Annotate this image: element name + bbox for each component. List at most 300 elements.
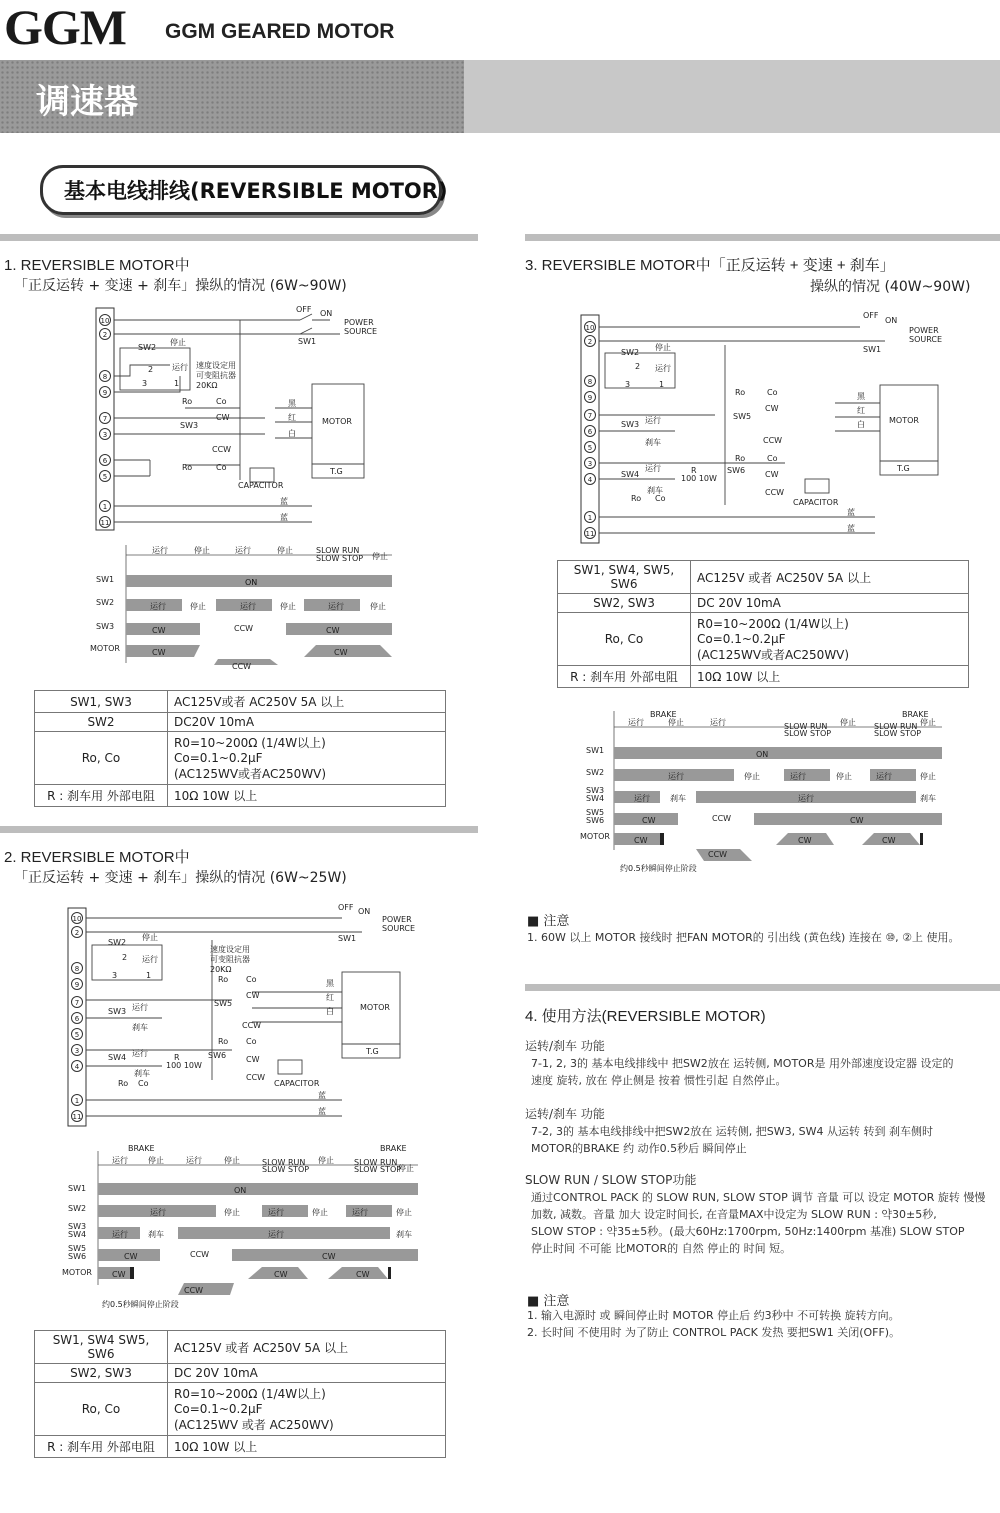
- diagram-label: 停止: [280, 602, 296, 611]
- usage-line: SLOW STOP : 약35±5秒。(最大60Hz:1700rpm, 50Hz:1400rpm 基准) SLOW STOP: [531, 1225, 965, 1238]
- diagram-label: 运行: [876, 772, 892, 781]
- diagram-label: 停止: [224, 1156, 240, 1165]
- diagram-label: 1: [659, 380, 665, 389]
- diagram-label: 黑: [857, 392, 865, 401]
- diagram-label: MOTOR: [889, 416, 919, 425]
- diagram-label: 停止: [372, 552, 388, 561]
- diagram-label: CCW: [765, 488, 785, 497]
- section-pill-title: 基本电线排线(REVERSIBLE MOTOR): [64, 179, 448, 203]
- spec-table-2: [34, 1330, 446, 1458]
- usage-line: 停止时间 不可能 比MOTOR的 自然 停止的 时间 短。: [531, 1242, 792, 1255]
- diagram-label: 停止: [668, 718, 684, 727]
- section-rule: [0, 234, 478, 241]
- diagram-label: SW2: [108, 938, 127, 947]
- diagram-label: CW: [642, 816, 656, 825]
- diagram-label: CCW: [232, 662, 252, 670]
- diagram-label: SW4: [108, 1053, 127, 1062]
- diagram-label: MOTOR: [322, 417, 352, 426]
- diagram-label: 白: [288, 429, 296, 438]
- diagram-label: 运行: [142, 955, 158, 964]
- diagram-label: ON: [358, 907, 371, 916]
- usage-line: 速度 旋转, 放在 停止侧是 按着 惯性引起 自然停止。: [531, 1074, 787, 1087]
- diagram-label: CW: [216, 413, 230, 422]
- diagram-label: 停止: [836, 772, 852, 781]
- diagram-label: OFF: [338, 903, 354, 912]
- timing-bar: [614, 747, 942, 759]
- diagram-label: 停止: [396, 1208, 412, 1217]
- timing-chart-1: [90, 545, 400, 670]
- spec-value: 10Ω 10W 以上: [168, 785, 446, 807]
- terminal-number: 9: [102, 389, 108, 397]
- 6.5: 100 10W: [166, 1061, 202, 1070]
- diagram-label: CW: [112, 1270, 126, 1279]
- diagram-label: 刹车: [132, 1023, 148, 1032]
- usage-line: MOTOR的BRAKE 约 动作0.5秒后 瞬间停止: [531, 1142, 747, 1155]
- diagram-label: 刹车: [134, 1069, 150, 1078]
- diagram-label: 运行: [628, 718, 644, 727]
- terminal-number: 11: [72, 1113, 82, 1121]
- usage-line: 7-1, 2, 3的 基本电线排线中 把SW2放在 运转侧, MOTOR是 用外部速度设定器 设定的: [531, 1057, 954, 1070]
- diagram-label: 20KΩ: [210, 965, 232, 974]
- timing-chart-3: [580, 705, 945, 875]
- terminal-number: 3: [102, 431, 108, 439]
- usage-heading: 运转/刹车 功能: [525, 1107, 605, 1121]
- diagram-label: Co: [216, 397, 227, 406]
- diagram-label: CW: [798, 836, 812, 845]
- diagram-label: 停止: [370, 602, 386, 611]
- diagram-label: 运行: [172, 363, 188, 372]
- usage-block-2: [525, 1106, 995, 1157]
- terminal-number: 1: [587, 514, 593, 522]
- 6: SLOW RUN: [784, 722, 828, 731]
- 7: SW5: [586, 808, 605, 817]
- sec1-subtitle: 「正反运转 + 变速 + 刹车」操纵的情况 (6W~90W): [14, 278, 347, 294]
- diagram-label: 3: [112, 971, 118, 980]
- diagram-label: 运行: [235, 546, 251, 555]
- diagram-label: Ro: [735, 388, 746, 397]
- diagram-label: MOTOR: [360, 1003, 390, 1012]
- diagram-label: SW2: [586, 768, 605, 777]
- diagram-label: R: [174, 1053, 180, 1062]
- diagram-label: 速度设定用: [210, 945, 250, 954]
- diagram-label: SW3: [96, 622, 115, 631]
- diagram-label: MOTOR: [90, 644, 120, 653]
- terminal-number: 4: [587, 476, 593, 484]
- diagram-label: SW2: [138, 343, 157, 352]
- spec-value: AC125V 或者 AC250V 5A 以上: [691, 561, 969, 594]
- diagram-label: SOURCE: [909, 335, 943, 344]
- diagram-label: SW2: [621, 348, 640, 357]
- usage-line: 加数, 减数。音量 加大 设定时间长, 在音量MAX中设定为 SLOW RUN : 약30±5秒,: [531, 1208, 937, 1221]
- sec3-subtitle: 操纵的情况 (40W~90W): [810, 279, 971, 295]
- terminal-number: 2: [587, 338, 593, 346]
- terminal-number: 6: [74, 1015, 80, 1023]
- diagram-label: BRAKE: [650, 710, 677, 719]
- diagram-label: 刹车: [670, 794, 686, 803]
- 6: SLOW STOP: [874, 729, 922, 738]
- spec-value: 10Ω 10W 以上: [691, 666, 969, 688]
- diagram-label: T.G: [366, 1047, 379, 1056]
- diagram-label: CAPACITOR: [793, 498, 839, 507]
- terminal-number: 9: [587, 394, 593, 402]
- diagram-label: Co: [246, 1037, 257, 1046]
- diagram-label: SW2: [96, 598, 115, 607]
- 6: SLOW STOP: [262, 1165, 310, 1174]
- diagram-label: 2: [122, 953, 128, 962]
- spec-value: R0=10~200Ω (1/4W以上) Co=0.1~0.2μF (AC125WV 或者 AC250WV): [168, 1383, 446, 1436]
- diagram-label: 运行: [152, 546, 168, 555]
- diagram-label: 刹车: [396, 1230, 412, 1239]
- 7: SW3: [68, 1222, 87, 1231]
- terminal-number: 6: [587, 428, 593, 436]
- terminal-number: 5: [74, 1031, 80, 1039]
- diagram-label: CCW: [712, 814, 732, 823]
- 6.5: 100 10W: [681, 474, 717, 483]
- usage-block-1: [525, 1038, 995, 1089]
- diagram-label: 运行: [790, 772, 806, 781]
- spec-table-3: [557, 560, 969, 688]
- diagram-label: CCW: [708, 850, 728, 859]
- diagram-label: SW1: [863, 345, 882, 354]
- terminal-number: 7: [74, 999, 80, 1007]
- diagram-label: Ro: [218, 1037, 229, 1046]
- spec-value: DC 20V 10mA: [691, 594, 969, 613]
- diagram-label: 2: [148, 365, 154, 374]
- diagram-label: 速度设定用: [196, 361, 236, 370]
- spec-key: R : 刹车用 外部电阻: [35, 785, 168, 807]
- diagram-label: CW: [274, 1270, 288, 1279]
- diagram-label: SW1: [68, 1184, 87, 1193]
- diagram-label: 蓝: [280, 513, 288, 522]
- diagram-label: 运行: [798, 794, 814, 803]
- diagram-label: CW: [326, 626, 340, 635]
- terminal-number: 10: [585, 324, 595, 332]
- diagram-label: CCW: [763, 436, 783, 445]
- diagram-label: CW: [850, 816, 864, 825]
- 6: SLOW RUN: [354, 1158, 398, 1167]
- diagram-label: ON: [756, 750, 769, 759]
- diagram-label: POWER: [909, 326, 939, 335]
- diagram-label: 停止: [142, 933, 158, 942]
- section-rule: [0, 826, 478, 833]
- diagram-label: SW2: [68, 1204, 87, 1213]
- diagram-label: CCW: [184, 1286, 204, 1295]
- timing-label: ON: [245, 578, 258, 587]
- diagram-label: OFF: [863, 311, 879, 320]
- diagram-label: 可变阻抗器: [196, 371, 236, 380]
- diagram-label: CW: [356, 1270, 370, 1279]
- diagram-label: 停止: [148, 1156, 164, 1165]
- diagram-label: SW6: [208, 1051, 227, 1060]
- terminal-number: 2: [102, 331, 108, 339]
- 6: SLOW STOP: [354, 1165, 402, 1174]
- terminal-number: 8: [74, 965, 80, 973]
- diagram-label: 蓝: [847, 524, 855, 533]
- diagram-label: 刹车: [148, 1230, 164, 1239]
- diagram-label: Co: [246, 975, 257, 984]
- diagram-label: ON: [320, 309, 333, 318]
- 7: SW4: [68, 1230, 87, 1239]
- diagram-label: 停止: [920, 718, 936, 727]
- terminal-number: 4: [74, 1063, 80, 1071]
- 7: SW4: [586, 794, 605, 803]
- note1-heading: ■ 注意: [527, 914, 570, 929]
- spec-value: DC 20V 10mA: [168, 1364, 446, 1383]
- diagram-label: 20KΩ: [196, 381, 218, 390]
- section-rule: [525, 234, 1000, 241]
- diagram-label: SOURCE: [344, 327, 378, 336]
- usage-block-3: [525, 1172, 995, 1257]
- diagram-label: SW3: [621, 420, 640, 429]
- timing-bar: [178, 1227, 390, 1239]
- diagram-label: CW: [246, 991, 260, 1000]
- terminal-number: 7: [587, 412, 593, 420]
- diagram-label: 1: [174, 379, 180, 388]
- sec1-title: 1. REVERSIBLE MOTOR中: [4, 257, 190, 274]
- diagram-label: SW1: [338, 934, 357, 943]
- 7: SW3: [586, 786, 605, 795]
- diagram-label: 停止: [920, 772, 936, 781]
- diagram-label: 运行: [710, 718, 726, 727]
- diagram-label: CW: [152, 648, 166, 657]
- spec-key: Ro, Co: [35, 1383, 168, 1436]
- sec3-title: 3. REVERSIBLE MOTOR中「正反运转 + 变速 + 刹车」: [525, 257, 895, 274]
- terminal-number: 10: [100, 317, 110, 325]
- diagram-label: 运行: [668, 772, 684, 781]
- diagram-label: T.G: [330, 467, 343, 476]
- diagram-label: 运行: [328, 602, 344, 611]
- note2-line: 2. 长时间 不使用时 为了防止 CONTROL PACK 发热 要把SW1 关闭(OFF)。: [527, 1326, 901, 1339]
- motor-ramp: [304, 645, 392, 657]
- diagram-label: 运行: [268, 1208, 284, 1217]
- wiring-diagram-1: [90, 300, 420, 535]
- diagram-label: 停止: [398, 1164, 414, 1173]
- diagram-label: Ro: [182, 397, 193, 406]
- terminal-number: 11: [100, 519, 110, 527]
- diagram-label: 运行: [132, 1003, 148, 1012]
- diagram-label: CW: [882, 836, 896, 845]
- diagram-label: ON: [234, 1186, 247, 1195]
- diagram-label: BRAKE: [380, 1145, 407, 1153]
- diagram-label: Co: [138, 1079, 149, 1088]
- diagram-label: Co: [655, 494, 666, 503]
- diagram-label: 停止: [194, 546, 210, 555]
- diagram-label: SW3: [180, 421, 199, 430]
- usage-line: 通过CONTROL PACK 的 SLOW RUN, SLOW STOP 调节 音量 可以 设定 MOTOR 旋转 慢慢: [531, 1191, 986, 1204]
- diagram-label: Co: [767, 454, 778, 463]
- terminal-number: 2: [74, 929, 80, 937]
- diagram-label: 运行: [634, 794, 650, 803]
- page-title: 调速器: [36, 82, 138, 122]
- timing-bar: [98, 1183, 418, 1195]
- terminal-number: 1: [74, 1097, 80, 1105]
- diagram-label: Co: [216, 463, 227, 472]
- diagram-label: 蓝: [280, 497, 288, 506]
- wiring-diagram-2: [62, 900, 422, 1130]
- brand-subtitle: GGM GEARED MOTOR: [165, 20, 395, 43]
- diagram-label: CAPACITOR: [274, 1079, 320, 1088]
- diagram-label: 刹车: [920, 794, 936, 803]
- spec-value: AC125V或者 AC250V 5A 以上: [168, 691, 446, 713]
- spec-key: Ro, Co: [558, 613, 691, 666]
- diagram-label: 蓝: [318, 1091, 326, 1100]
- brand-logo: GGM: [4, 0, 126, 55]
- diagram-label: POWER: [382, 915, 412, 924]
- diagram-label: 蓝: [847, 508, 855, 517]
- diagram-label: 白: [326, 1007, 334, 1016]
- diagram-label: BRAKE: [128, 1145, 155, 1153]
- 7: SW5: [68, 1244, 87, 1253]
- diagram-label: 刹车: [645, 438, 661, 447]
- 6: SLOW STOP: [784, 729, 832, 738]
- diagram-label: SW1: [586, 746, 605, 755]
- diagram-label: 刹车: [647, 486, 663, 495]
- sec4-title: 4. 使用方法(REVERSIBLE MOTOR): [525, 1008, 766, 1025]
- terminal-number: 3: [74, 1047, 80, 1055]
- usage-heading: SLOW RUN / SLOW STOP功能: [525, 1173, 697, 1187]
- 6: SLOW RUN: [262, 1158, 306, 1167]
- terminal-number: 5: [587, 444, 593, 452]
- diagram-label: 运行: [132, 1049, 148, 1058]
- diagram-label: Ro: [218, 975, 229, 984]
- diagram-label: 黑: [288, 399, 296, 408]
- diagram-label: Ro: [631, 494, 642, 503]
- diagram-label: SLOW STOP: [316, 554, 364, 563]
- diagram-label: 停止: [190, 602, 206, 611]
- diagram-label: SW5: [733, 412, 752, 421]
- spec-value: 10Ω 10W 以上: [168, 1436, 446, 1458]
- note1-line: 1. 60W 以上 MOTOR 接线时 把FAN MOTOR的 引出线 (黄色线) 连接在 ⑩, ②上 使用。: [527, 931, 960, 944]
- diagram-label: 可变阻抗器: [210, 955, 250, 964]
- brake-marker: [920, 833, 923, 845]
- diagram-label: 运行: [186, 1156, 202, 1165]
- terminal-number: 7: [102, 415, 108, 423]
- diagram-label: 停止: [224, 1208, 240, 1217]
- spec-key: SW2, SW3: [35, 1364, 168, 1383]
- diagram-label: CW: [246, 1055, 260, 1064]
- diagram-label: SW1: [298, 337, 317, 346]
- sec2-title: 2. REVERSIBLE MOTOR中: [4, 849, 190, 866]
- diagram-label: 蓝: [318, 1107, 326, 1116]
- diagram-label: ON: [885, 316, 898, 325]
- diagram-label: T.G: [897, 464, 910, 473]
- 6: SLOW RUN: [874, 722, 918, 731]
- diagram-label: 停止: [170, 338, 186, 347]
- note2-line: 1. 输入电源时 或 瞬间停止时 MOTOR 停止后 约3秒中 不可转换 旋转方向。: [527, 1309, 900, 1322]
- diagram-label: 停止: [840, 718, 856, 727]
- 7: SW6: [68, 1252, 87, 1261]
- terminal-number: 3: [587, 460, 593, 468]
- spec-key: Ro, Co: [35, 732, 168, 785]
- terminal-number: 11: [585, 530, 595, 538]
- spec-key: R : 刹车用 外部电阻: [558, 666, 691, 688]
- diagram-label: Co: [767, 388, 778, 397]
- terminal-number: 8: [587, 378, 593, 386]
- diagram-label: CCW: [234, 624, 254, 633]
- wiring-diagram-3: [575, 305, 945, 545]
- diagram-label: SW3: [108, 1007, 127, 1016]
- brake-marker: [660, 833, 664, 845]
- diagram-label: 3: [142, 379, 148, 388]
- diagram-label: CW: [152, 626, 166, 635]
- diagram-label: CCW: [190, 1250, 210, 1259]
- diagram-label: 2: [635, 362, 641, 371]
- timing-chart-2: [62, 1145, 422, 1315]
- diagram-label: 运行: [645, 464, 661, 473]
- usage-heading: 运转/刹车 功能: [525, 1039, 605, 1053]
- diagram-label: 1: [146, 971, 152, 980]
- diagram-label: CAPACITOR: [238, 481, 284, 490]
- spec-key: SW1, SW3: [35, 691, 168, 713]
- diagram-label: MOTOR: [62, 1268, 92, 1277]
- diagram-label: 运行: [112, 1230, 128, 1239]
- diagram-label: Ro: [735, 454, 746, 463]
- diagram-label: 约0.5秒瞬间停止阶段: [102, 1300, 179, 1309]
- note2-heading: ■ 注意: [527, 1294, 570, 1309]
- terminal-number: 10: [72, 915, 82, 923]
- diagram-label: 运行: [240, 602, 256, 611]
- section-rule: [525, 984, 1000, 991]
- diagram-label: CCW: [246, 1073, 266, 1082]
- sec2-subtitle: 「正反运转 + 变速 + 刹车」操纵的情况 (6W~25W): [14, 870, 347, 886]
- diagram-label: 运行: [112, 1156, 128, 1165]
- spec-key: SW1, SW4 SW5, SW6: [35, 1331, 168, 1364]
- diagram-label: CW: [765, 470, 779, 479]
- spec-table-1: [34, 690, 446, 807]
- timing-bar: [126, 575, 392, 587]
- diagram-label: SW4: [621, 470, 640, 479]
- diagram-label: SW6: [727, 466, 746, 475]
- spec-key: SW2: [35, 713, 168, 732]
- brake-marker: [130, 1267, 134, 1279]
- diagram-label: 3: [625, 380, 631, 389]
- terminal-number: 9: [74, 981, 80, 989]
- diagram-label: 运行: [150, 602, 166, 611]
- 7: SW6: [586, 816, 605, 825]
- spec-key: SW2, SW3: [558, 594, 691, 613]
- diagram-label: SW5: [214, 999, 233, 1008]
- diagram-label: Ro: [182, 463, 193, 472]
- usage-line: 7-2, 3的 基本电线排线中把SW2放在 运转侧, 把SW3, SW4 从运转 转到 刹车侧时: [531, 1125, 933, 1138]
- diagram-label: 停止: [277, 546, 293, 555]
- diagram-label: 运行: [268, 1230, 284, 1239]
- brake-marker: [388, 1267, 391, 1279]
- diagram-label: 运行: [150, 1208, 166, 1217]
- diagram-label: CW: [634, 836, 648, 845]
- diagram-label: Ro: [118, 1079, 129, 1088]
- diagram-label: CW: [765, 404, 779, 413]
- diagram-label: CW: [322, 1252, 336, 1261]
- diagram-label: 约0.5秒瞬间停止阶段: [620, 864, 697, 873]
- diagram-label: 停止: [744, 772, 760, 781]
- diagram-label: CCW: [212, 445, 232, 454]
- timing-bar: [754, 813, 942, 825]
- spec-value: DC20V 10mA: [168, 713, 446, 732]
- diagram-label: MOTOR: [580, 832, 610, 841]
- diagram-label: 红: [326, 993, 334, 1002]
- diagram-label: R: [691, 466, 697, 475]
- diagram-label: SW1: [96, 575, 115, 584]
- diagram-label: 红: [288, 413, 296, 422]
- diagram-label: 停止: [655, 343, 671, 352]
- terminal-number: 1: [102, 503, 108, 511]
- diagram-label: OFF: [296, 305, 312, 314]
- terminal-number: 6: [102, 457, 108, 465]
- spec-value: R0=10~200Ω (1/4W以上) Co=0.1~0.2μF (AC125WV或者AC250WV): [168, 732, 446, 785]
- diagram-label: CW: [124, 1252, 138, 1261]
- diagram-label: 停止: [318, 1156, 334, 1165]
- terminal-number: 8: [102, 373, 108, 381]
